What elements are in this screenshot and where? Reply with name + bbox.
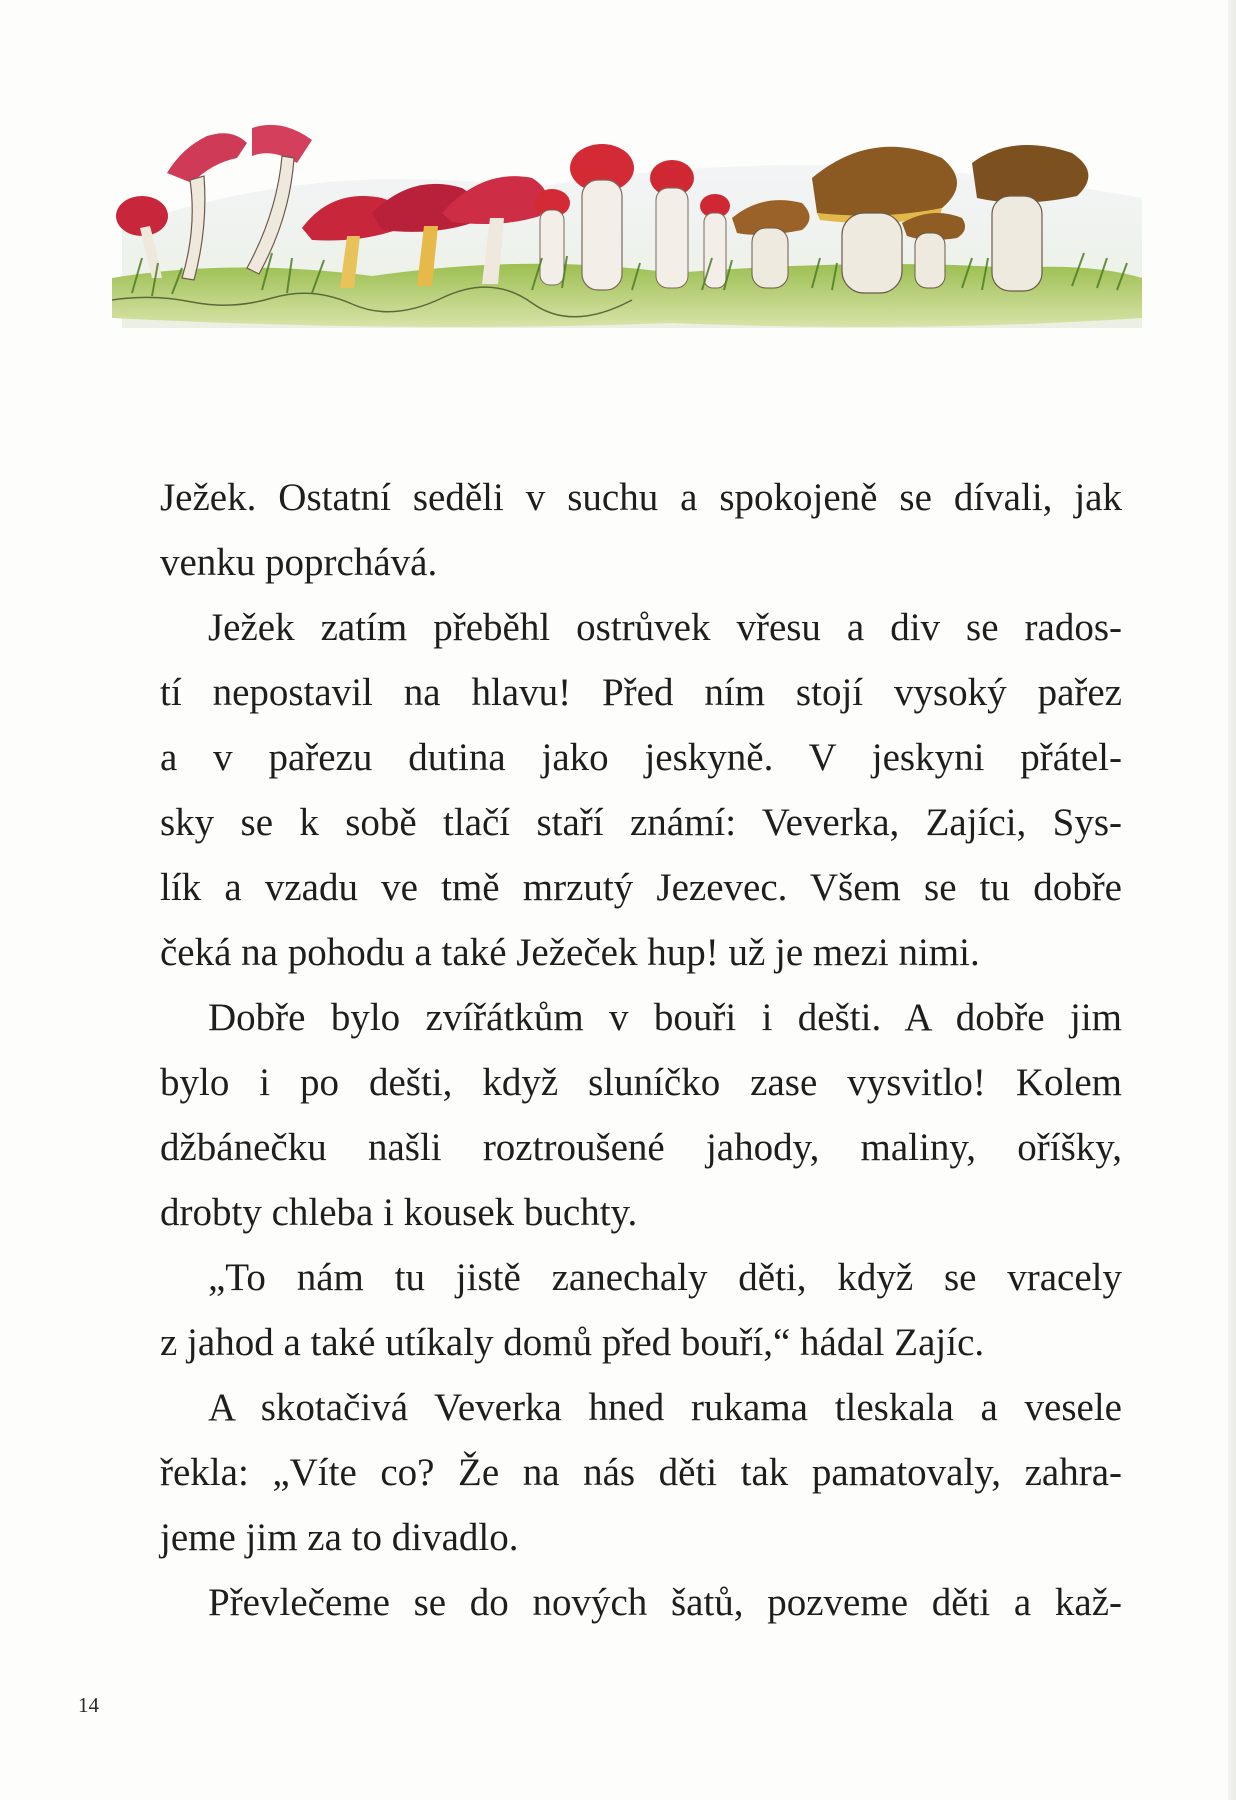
text-line: Převlečeme se do nových šatů, pozveme děti a kaž- — [208, 1581, 1122, 1624]
page-number: 14 — [78, 1693, 99, 1717]
text-line: a v pařezu dutina jako jeskyně. V jeskyni přátel- — [160, 736, 1122, 779]
text-line: Ježek. Ostatní seděli v suchu a spokojeně se dívali, jak — [160, 476, 1122, 519]
mushrooms-illustration — [112, 118, 1147, 368]
text-line: Dobře bylo zvířátkům v bouři i dešti. A dobře jim — [208, 996, 1122, 1039]
text-line: džbánečku našli roztroušené jahody, maliny, oříšky, — [160, 1126, 1122, 1169]
text-line: A skotačivá Veverka hned rukama tleskala a vesele — [208, 1386, 1122, 1429]
text-line: Ježek zatím přeběhl ostrůvek vřesu a div se rados- — [208, 606, 1122, 649]
text-line: řekla: „Víte co? Že na nás děti tak pamatovaly, zahra- — [160, 1451, 1122, 1494]
text-line: jeme jim za to divadlo. — [160, 1516, 519, 1559]
text-line: „To nám tu jistě zanechaly děti, když se vracely — [208, 1256, 1122, 1299]
text-line: lík a vzadu ve tmě mrzutý Jezevec. Všem se tu dobře — [160, 866, 1122, 909]
text-line: sky se k sobě tlačí staří známí: Veverka, Zajíci, Sys- — [160, 801, 1122, 844]
text-line: z jahod a také utíkaly domů před bouří,“ hádal Zajíc. — [160, 1321, 985, 1364]
page-edge-shadow — [1228, 0, 1236, 1800]
body-text — [160, 465, 1122, 1635]
text-line: čeká na pohodu a také Ježeček hup! už je mezi nimi. — [160, 931, 980, 974]
text-line: tí nepostavil na hlavu! Před ním stojí vysoký pařez — [160, 671, 1122, 714]
text-line: bylo i po dešti, když sluníčko zase vysvitlo! Kolem — [160, 1061, 1122, 1104]
text-line: venku poprchává. — [160, 541, 438, 584]
text-line: drobty chleba i kousek buchty. — [160, 1191, 638, 1234]
